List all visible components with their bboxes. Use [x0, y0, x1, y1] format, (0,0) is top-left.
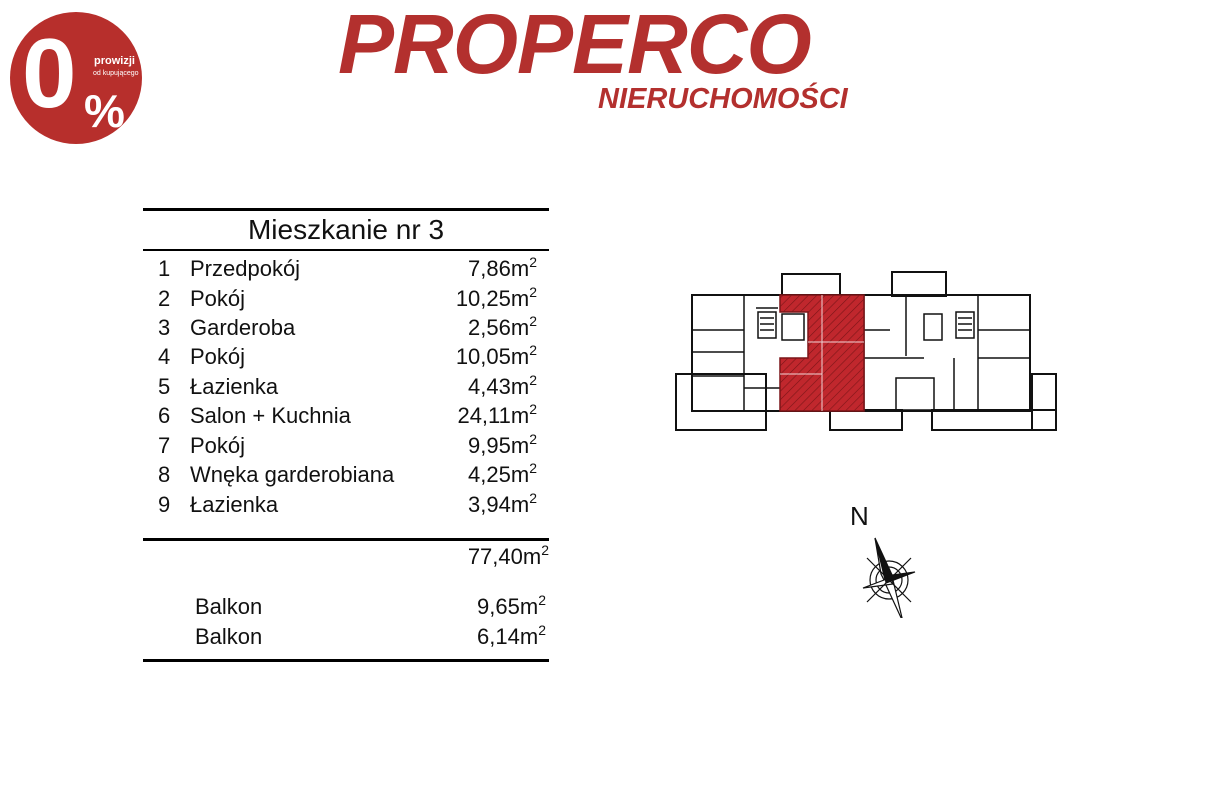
room-area: $10,25m^2$	[455, 284, 537, 311]
balcony-row	[195, 622, 549, 652]
room-area: $4,25m^2$	[468, 460, 537, 487]
room-name: Salon + Kuchnia	[190, 403, 351, 428]
room-number: 9	[158, 492, 171, 517]
room-name: Wnęka garderobiana	[190, 462, 395, 487]
table-bottom-rule	[143, 659, 549, 662]
balcony-bottom-2	[932, 410, 1056, 430]
room-number: 4	[158, 344, 171, 369]
brand-logo: PROPERCO	[338, 0, 811, 91]
apartment-table	[143, 208, 549, 664]
room-row	[143, 313, 549, 343]
room-area: $4,43m^2$	[468, 372, 537, 399]
room-row	[143, 460, 549, 490]
total-rule	[143, 538, 549, 541]
room-number: 8	[158, 462, 171, 487]
room-name: Łazienka	[190, 492, 279, 517]
room-row	[143, 372, 549, 402]
room-area: $24,11m^2$	[457, 401, 537, 428]
room-name: Garderoba	[190, 315, 296, 340]
balcony-row	[195, 592, 549, 622]
room-name: Pokój	[190, 344, 246, 369]
room-name: Przedpokój	[190, 256, 301, 281]
north-label: N	[850, 501, 869, 531]
room-row	[143, 401, 549, 431]
room-row	[143, 284, 549, 314]
badge-line2: od kupującego	[93, 70, 139, 77]
table-top-rule	[143, 208, 549, 211]
room-number: 1	[158, 256, 171, 281]
balcony-top-2	[892, 272, 946, 296]
room-name: Pokój	[190, 433, 246, 458]
zero-commission-badge	[10, 12, 142, 144]
balcony-name: Balkon	[195, 624, 263, 649]
badge-zero: 0	[22, 18, 73, 128]
room-row	[143, 431, 549, 461]
total-area: $77,40m^2$	[467, 542, 549, 569]
room-area: $2,56m^2$	[468, 313, 537, 340]
room-name: Pokój	[190, 286, 246, 311]
balcony-area: $6,14m^2$	[477, 622, 546, 649]
room-number: 7	[158, 433, 171, 458]
balcony-top-1	[782, 274, 840, 296]
badge-percent: %	[84, 85, 125, 137]
room-area: $7,86m^2$	[468, 254, 537, 281]
balcony-name: Balkon	[195, 594, 263, 619]
floor-plan	[674, 268, 1060, 438]
balcony-right	[1032, 374, 1056, 430]
room-row	[143, 254, 549, 284]
room-number: 5	[158, 374, 171, 399]
room-area: $10,05m^2$	[455, 342, 537, 369]
room-area: $3,94m^2$	[468, 490, 537, 517]
room-number: 3	[158, 315, 171, 340]
room-name: Łazienka	[190, 374, 279, 399]
balcony-area: $9,65m^2$	[477, 592, 546, 619]
room-area: $9,95m^2$	[468, 431, 537, 458]
balcony-left	[676, 374, 766, 430]
balcony-bottom-1	[830, 410, 902, 430]
room-number: 6	[158, 403, 171, 428]
room-row	[143, 490, 549, 520]
compass-rose-icon	[847, 500, 923, 618]
room-row	[143, 342, 549, 372]
brand-tagline: NIERUCHOMOŚCI	[598, 83, 848, 115]
apartment-title: Mieszkanie nr 3	[247, 214, 445, 245]
room-number: 2	[158, 286, 171, 311]
title-rule	[143, 249, 549, 251]
badge-line1: prowizji	[94, 55, 135, 67]
